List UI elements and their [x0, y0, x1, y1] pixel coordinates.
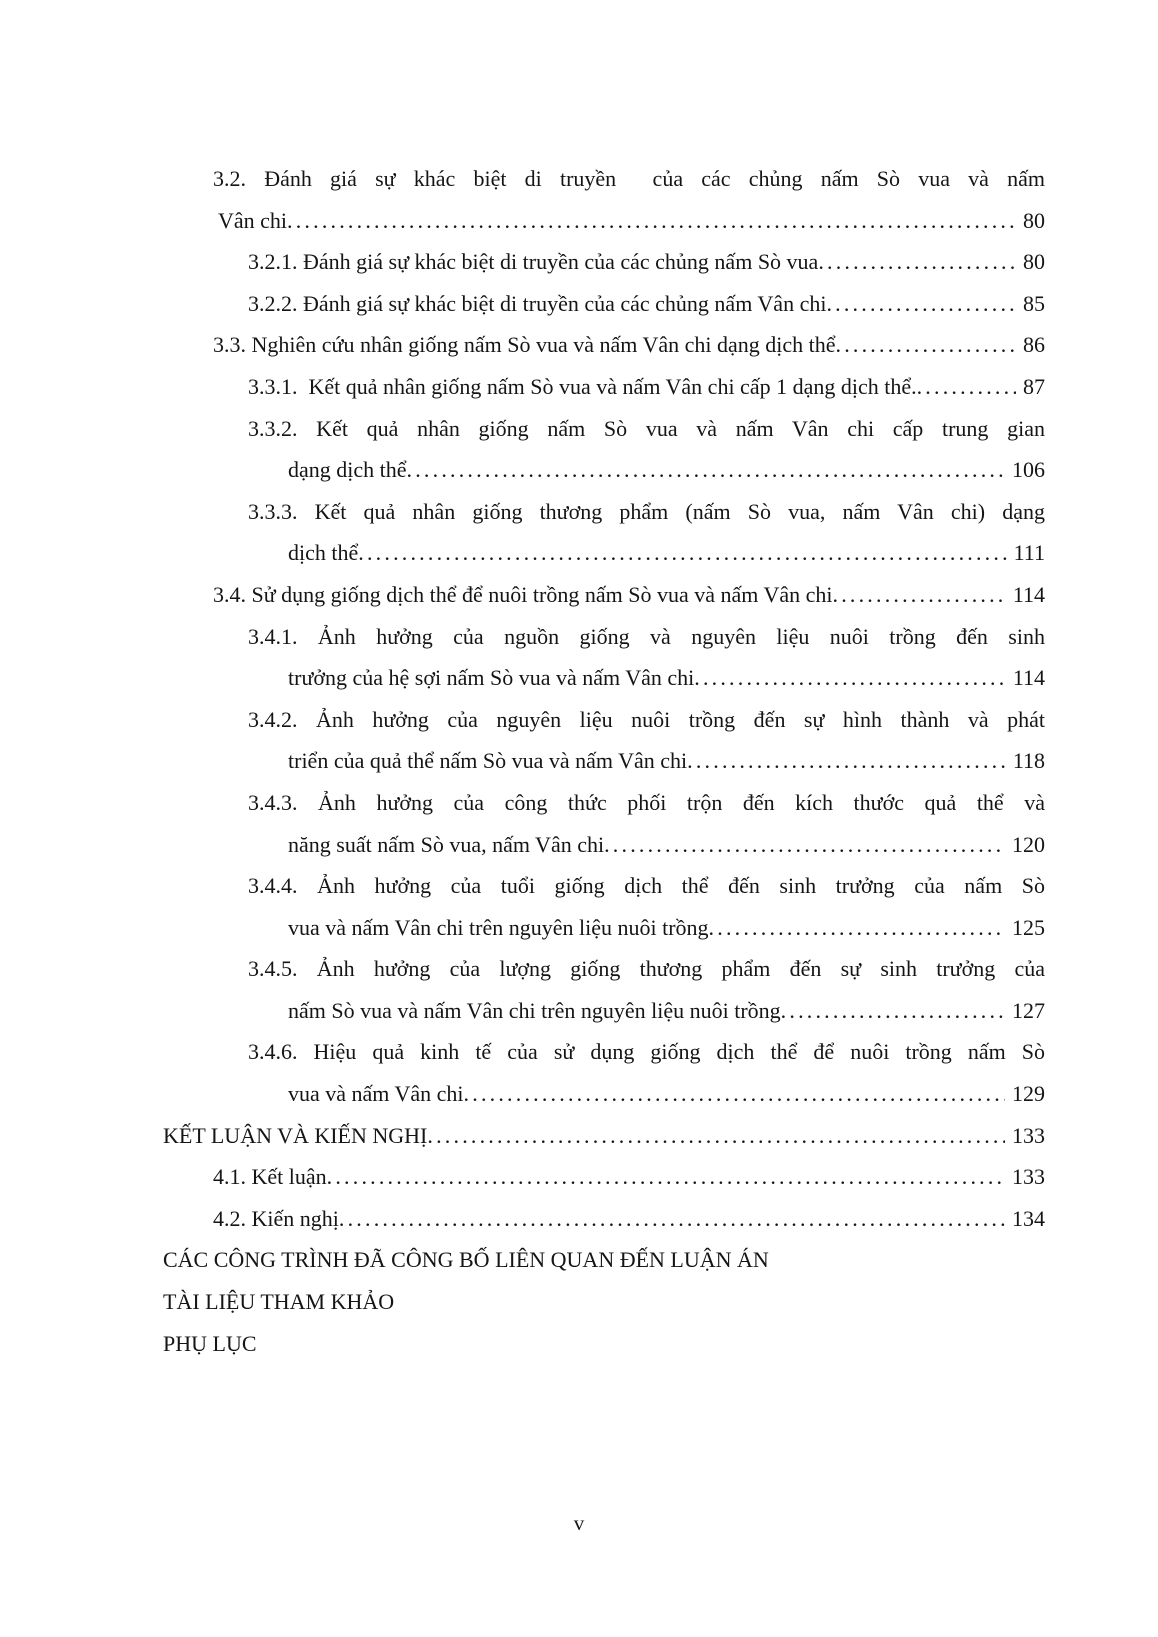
toc-page-number: 127: [1012, 997, 1045, 1023]
toc-page-number: 125: [1012, 914, 1045, 940]
toc-page-number: 133: [1012, 1164, 1045, 1190]
toc-entry-text: trưởng của hệ sợi nấm Sò vua và nấm Vân chi: [288, 665, 695, 691]
toc-page-number: 114: [1012, 665, 1045, 691]
page-footer: [0, 1508, 1158, 1538]
toc-entry-text: 3.4. Sử dụng giống dịch thể để nuôi trồng nấm Sò vua và nấm Vân chi: [213, 581, 833, 607]
toc-entry-text: năng suất nấm Sò vua, nấm Vân chi: [288, 831, 605, 857]
toc-page-number: 106: [1012, 457, 1045, 483]
toc-entry-text: 4.2. Kiến nghị: [213, 1205, 339, 1231]
toc-page-number: 133: [1012, 1122, 1045, 1148]
dot-leader: [826, 283, 1016, 325]
dot-leader: [604, 824, 1005, 866]
toc-entry-text: 3.4.2. Ảnh hưởng của nguyên liệu nuôi trồng đến sự hình thành và phát: [248, 706, 1045, 732]
toc-line: [248, 408, 1045, 450]
toc-line: [163, 1323, 1045, 1365]
toc-line: [288, 990, 1045, 1032]
toc-line: [288, 907, 1045, 949]
toc-entry-text: 3.2.1. Đánh giá sự khác biệt di truyền của các chủng nấm Sò vua: [248, 249, 819, 275]
toc-entry-text: TÀI LIỆU THAM KHẢO: [163, 1289, 395, 1315]
toc-line: [248, 283, 1045, 325]
toc-entry-text: 3.2. Đánh giá sự khác biệt di truyền của các chủng nấm Sò vua và nấm: [213, 166, 1045, 191]
dot-leader: [407, 449, 1005, 491]
toc-line: [248, 1031, 1045, 1073]
toc-page-number: 120: [1012, 831, 1045, 857]
toc-line: [213, 1198, 1045, 1240]
dot-leader: [818, 241, 1016, 283]
toc-entry-text: 3.4.6. Hiệu quả kinh tế của sử dụng giống dịch thể để nuôi trồng nấm Sò: [248, 1039, 1045, 1065]
toc-line: [288, 449, 1045, 491]
toc-line: [288, 740, 1045, 782]
dot-leader: [327, 1156, 1005, 1198]
dot-leader: [687, 740, 1006, 782]
toc-entry-text: 3.4.5. Ảnh hưởng của lượng giống thương phẩm đến sự sinh trưởng của: [248, 956, 1045, 982]
toc-line: [288, 824, 1045, 866]
toc-entry-text: 3.3.2. Kết quả nhân giống nấm Sò vua và nấm Vân chi cấp trung gian: [248, 415, 1045, 441]
toc-entry-text: 3.3.1. Kết quả nhân giống nấm Sò vua và nấm Vân chi cấp 1 dạng dịch thể.: [248, 373, 917, 399]
toc-entry-text: 3.4.4. Ảnh hưởng của tuổi giống dịch thể đến sinh trưởng của nấm Sò: [248, 873, 1045, 899]
toc-entry-text: dạng dịch thể: [288, 457, 407, 483]
toc-line: [248, 241, 1045, 283]
toc-entry-text: 3.2.2. Đánh giá sự khác biệt di truyền của các chủng nấm Vân chi: [248, 290, 827, 316]
dot-leader: [781, 990, 1005, 1032]
toc-page-number: 114: [1012, 581, 1045, 607]
toc-line: [288, 1073, 1045, 1115]
toc-line: [218, 200, 1045, 242]
toc-page-number: 118: [1012, 748, 1045, 774]
toc-line: [213, 158, 1045, 200]
toc-line: [213, 324, 1045, 366]
table-of-contents: [163, 158, 1045, 1364]
toc-line: [248, 948, 1045, 990]
toc-line: [288, 657, 1045, 699]
toc-line: [248, 782, 1045, 824]
dot-leader: [833, 574, 1006, 616]
dot-leader: [287, 200, 1016, 242]
toc-entry-text: 3.4.3. Ảnh hưởng của công thức phối trộn đến kích thước quả thể và: [248, 789, 1045, 815]
dot-leader: [917, 366, 1016, 408]
toc-entry-text: Vân chi: [218, 207, 288, 233]
toc-page-number: 86: [1023, 332, 1045, 358]
toc-entry-text: CÁC CÔNG TRÌNH ĐÃ CÔNG BỐ LIÊN QUAN ĐẾN LUẬN ÁN: [163, 1247, 769, 1273]
toc-line: [213, 1156, 1045, 1198]
toc-line: [163, 1239, 1045, 1281]
toc-line: [213, 574, 1045, 616]
toc-page-number: 129: [1012, 1081, 1045, 1107]
toc-line: [248, 491, 1045, 533]
dot-leader: [358, 532, 1006, 574]
toc-page-number: 134: [1012, 1205, 1045, 1231]
toc-page-number: 80: [1023, 207, 1045, 233]
toc-line: [248, 865, 1045, 907]
toc-entry-text: 3.3. Nghiên cứu nhân giống nấm Sò vua và nấm Vân chi dạng dịch thể: [213, 332, 836, 358]
toc-entry-text: triển của quả thể nấm Sò vua và nấm Vân chi: [288, 748, 688, 774]
toc-page-number: 111: [1013, 540, 1045, 566]
toc-line: [248, 699, 1045, 741]
dot-leader: [836, 324, 1017, 366]
dot-leader: [694, 657, 1006, 699]
toc-entry-text: 4.1. Kết luận: [213, 1164, 327, 1190]
toc-line: [248, 616, 1045, 658]
dot-leader: [427, 1115, 1005, 1157]
toc-page-number: 80: [1023, 249, 1045, 275]
toc-line: [163, 1281, 1045, 1323]
toc-page-number: 85: [1023, 290, 1045, 316]
toc-page-number: 87: [1023, 373, 1045, 399]
toc-line: [248, 366, 1045, 408]
dot-leader: [709, 907, 1005, 949]
toc-entry-text: KẾT LUẬN VÀ KIẾN NGHỊ: [163, 1122, 428, 1148]
page-footer-number: v: [573, 1511, 585, 1535]
toc-line: [288, 532, 1045, 574]
dot-leader: [339, 1198, 1005, 1240]
toc-entry-text: vua và nấm Vân chi trên nguyên liệu nuôi trồng: [288, 914, 709, 940]
toc-entry-text: PHỤ LỤC: [163, 1330, 257, 1356]
toc-entry-text: dịch thể: [288, 540, 359, 566]
toc-entry-text: vua và nấm Vân chi: [288, 1081, 464, 1107]
toc-entry-text: 3.3.3. Kết quả nhân giống thương phẩm (nấm Sò vua, nấm Vân chi) dạng: [248, 498, 1045, 524]
toc-entry-text: nấm Sò vua và nấm Vân chi trên nguyên liệu nuôi trồng: [288, 997, 781, 1023]
toc-entry-text: 3.4.1. Ảnh hưởng của nguồn giống và nguyên liệu nuôi trồng đến sinh: [248, 623, 1045, 649]
toc-line: [163, 1115, 1045, 1157]
dot-leader: [464, 1073, 1005, 1115]
